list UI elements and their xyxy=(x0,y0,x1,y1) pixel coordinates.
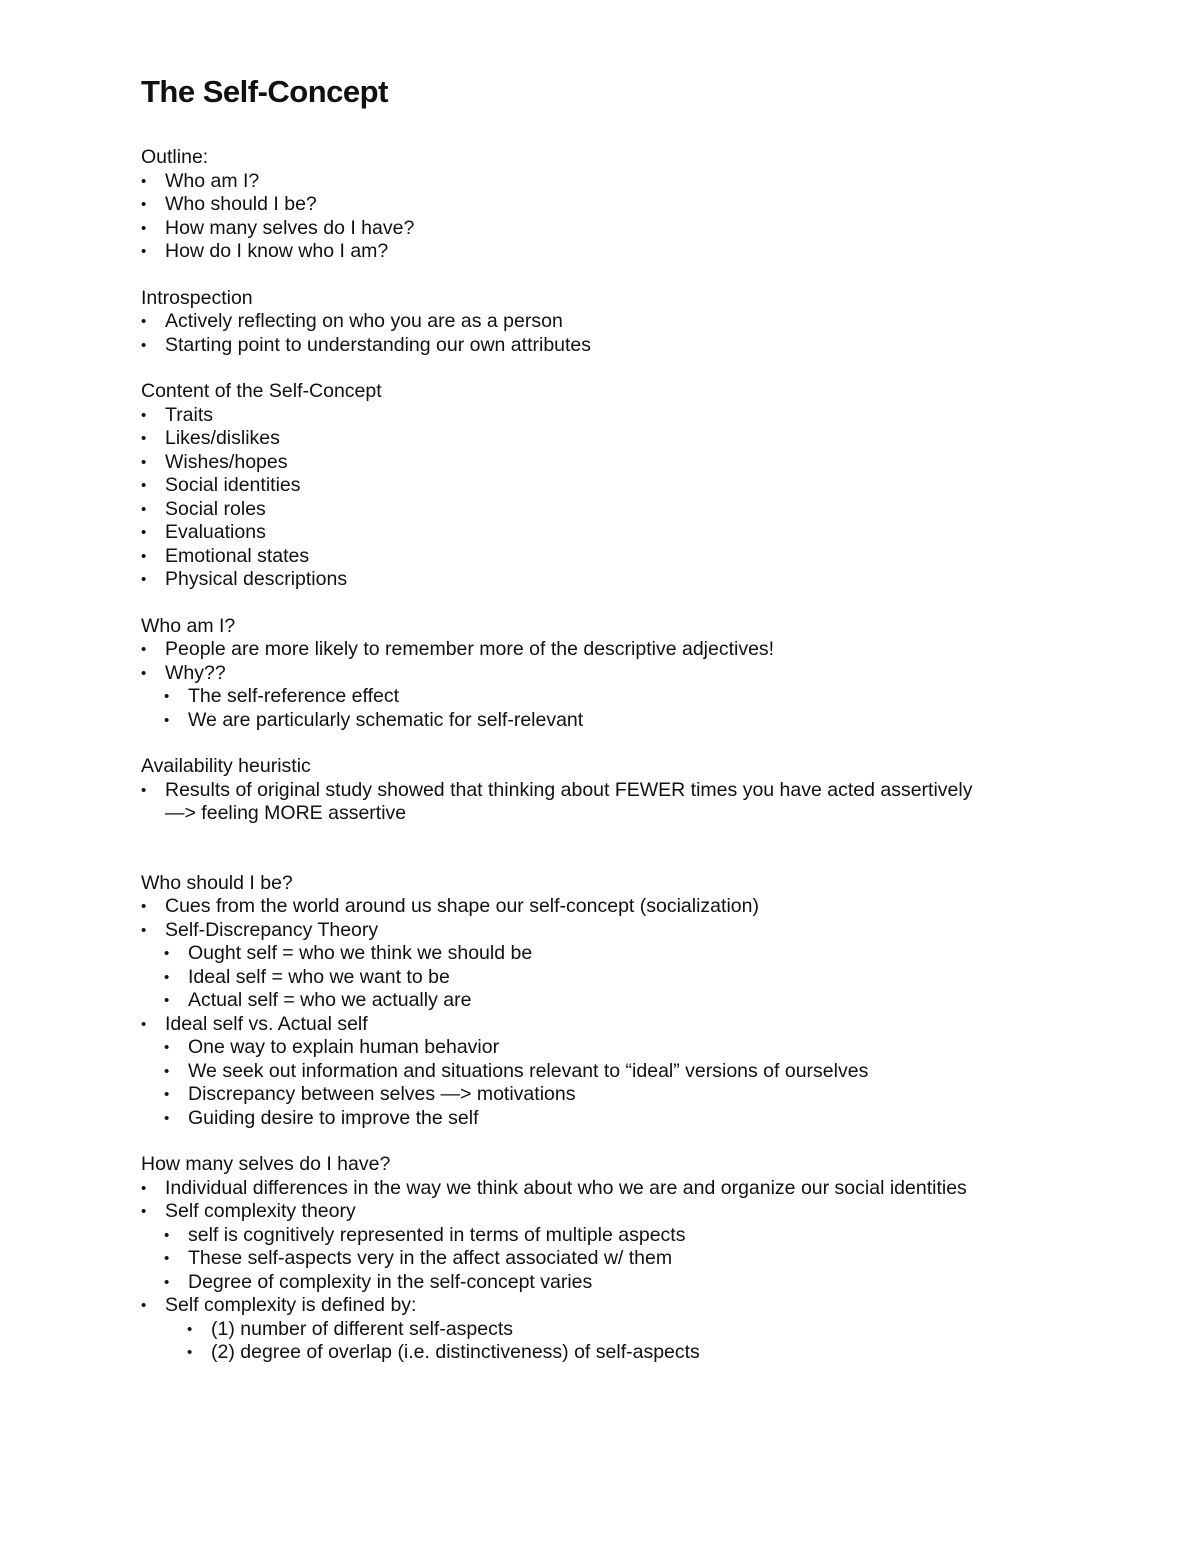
list-item: • Individual differences in the way we think about who we are and organize our social identities xyxy=(141,1177,995,1201)
list-item: • Emotional states xyxy=(141,545,1121,569)
sub-list-item: • Actual self = who we actually are xyxy=(164,989,1121,1013)
list-item: • Self complexity is defined by: xyxy=(141,1294,1121,1318)
who-am-i-heading: Who am I? xyxy=(141,614,236,637)
who-should-section xyxy=(141,872,1121,1131)
sub-list-item: • We are particularly schematic for self-relevant xyxy=(164,709,1121,733)
list-item: • Cues from the world around us shape our self-concept (socialization) xyxy=(141,895,1121,919)
sub-list-item: • Guiding desire to improve the self xyxy=(164,1107,1121,1131)
content-section xyxy=(141,380,1121,592)
list-item: • Self complexity theory xyxy=(141,1200,1121,1224)
how-many-list xyxy=(141,1177,1121,1224)
list-item: • Who am I? xyxy=(141,170,1121,194)
sub-list-item: • Ought self = who we think we should be xyxy=(164,942,1121,966)
list-item: • Social roles xyxy=(141,498,1121,522)
sub-list-item: • The self-reference effect xyxy=(164,685,1121,709)
spacer xyxy=(141,264,1121,287)
who-should-list xyxy=(141,895,1121,942)
list-item xyxy=(141,662,1121,686)
sub-sub-list-item: • (2) degree of overlap (i.e. distinctiveness) of self-aspects xyxy=(187,1341,1121,1365)
content-heading: Content of the Self-Concept xyxy=(141,380,382,402)
ideal-actual-sublist xyxy=(164,1036,1121,1130)
list-item: • People are more likely to remember more of the descriptive adjectives! xyxy=(141,638,1121,662)
how-many-heading: How many selves do I have? xyxy=(141,1153,391,1175)
sub-list-item: • Ideal self = who we want to be xyxy=(164,966,1121,990)
list-item-text: • Why?? xyxy=(165,661,226,684)
outline-section xyxy=(141,146,1121,264)
who-should-heading: Who should I be? xyxy=(141,871,293,894)
how-many-list-cont xyxy=(141,1294,1121,1318)
how-many-section xyxy=(141,1153,1121,1365)
introspection-list xyxy=(141,310,1121,357)
sub-list-item: • These self-aspects very in the affect associated w/ them xyxy=(164,1247,1121,1271)
availability-section xyxy=(141,755,1121,826)
who-am-i-list xyxy=(141,638,1121,685)
self-discrepancy-sublist xyxy=(164,942,1121,1013)
who-am-i-section xyxy=(141,615,1121,733)
list-item: • How many selves do I have? xyxy=(141,217,1121,241)
spacer xyxy=(141,826,1121,872)
document-page xyxy=(141,72,1121,1365)
list-item: • Self-Discrepancy Theory xyxy=(141,919,1121,943)
list-item: • Actively reflecting on who you are as a person xyxy=(141,310,1121,334)
list-item: • How do I know who I am? xyxy=(141,240,1121,264)
spacer xyxy=(141,732,1121,755)
outline-heading: Outline: xyxy=(141,146,209,168)
sub-list-item: • Degree of complexity in the self-concept varies xyxy=(164,1271,1121,1295)
sub-list-item: • We seek out information and situations relevant to “ideal” versions of ourselves xyxy=(164,1060,1121,1084)
list-item: • Who should I be? xyxy=(141,193,1121,217)
who-should-list-cont xyxy=(141,1013,1121,1037)
availability-list xyxy=(141,779,1121,826)
sub-list-item: • self is cognitively represented in terms of multiple aspects xyxy=(164,1224,1121,1248)
complexity-defined-sublist xyxy=(187,1318,1121,1365)
spacer xyxy=(141,592,1121,615)
outline-list xyxy=(141,170,1121,264)
list-item: • Evaluations xyxy=(141,521,1121,545)
spacer xyxy=(141,1130,1121,1153)
list-item: • Social identities xyxy=(141,474,1121,498)
list-item: • Wishes/hopes xyxy=(141,451,1121,475)
sub-list-item: • One way to explain human behavior xyxy=(164,1036,1121,1060)
sub-list-item: • Discrepancy between selves —> motivations xyxy=(164,1083,1121,1107)
list-item: • Ideal self vs. Actual self xyxy=(141,1013,1121,1037)
introspection-heading: Introspection xyxy=(141,286,253,309)
spacer xyxy=(141,357,1121,380)
introspection-section xyxy=(141,287,1121,358)
self-complexity-sublist xyxy=(164,1224,1121,1295)
who-am-i-sublist xyxy=(164,685,1121,732)
list-item: • Likes/dislikes xyxy=(141,427,1121,451)
list-item: • Results of original study showed that thinking about FEWER times you have acted assertively —> feeling MORE assertive xyxy=(141,779,995,826)
list-item: • Physical descriptions xyxy=(141,568,1121,592)
list-item: • Traits xyxy=(141,404,1121,428)
content-list xyxy=(141,404,1121,592)
list-item: • Starting point to understanding our own attributes xyxy=(141,334,1121,358)
sub-sub-list-item: • (1) number of different self-aspects xyxy=(187,1318,1121,1342)
document-title: The Self-Concept xyxy=(141,74,388,109)
availability-heading: Availability heuristic xyxy=(141,755,311,777)
